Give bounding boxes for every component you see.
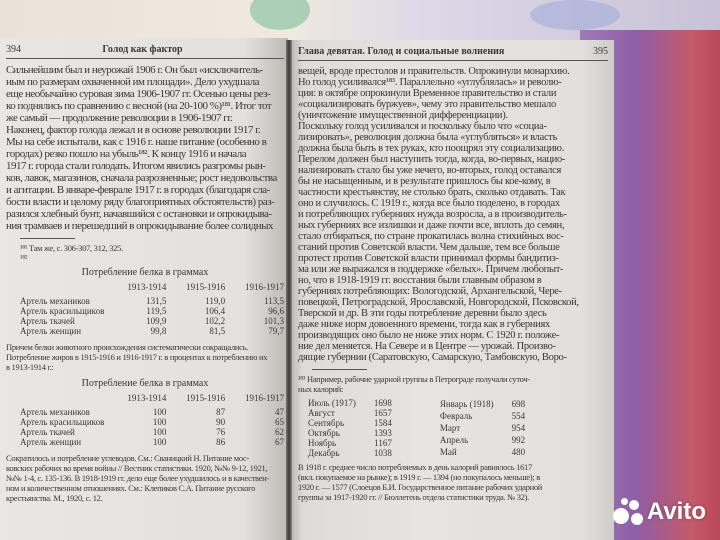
text-line: ковских рабочих во время войны // Вестник статистики. 1920, №№ 9-12, 1921, bbox=[6, 463, 268, 473]
text-line: Поскольку голод усиливался и поскольку было что «социа- bbox=[298, 121, 547, 132]
text-line: бы не насыщенным, и в результате пришлось бы кое-кому, в bbox=[298, 176, 551, 187]
text-line: Сократилось и потребление углеводов. См.: Сваницкий Н. Питание мос- bbox=[6, 453, 250, 463]
row-label: Артель ткачей bbox=[20, 427, 75, 437]
text-line: ков, лавок, магазинов, сначала разрозненные; рост недовольства bbox=[6, 172, 277, 184]
book-gutter bbox=[286, 40, 292, 540]
text-line: ных губерниях все излишки и даже почти все, вплоть до семян, bbox=[298, 220, 565, 231]
running-head: Голод как фактор bbox=[102, 44, 183, 55]
text-line: ние дел меняется. На Севере и в Центре — урожай. Произво- bbox=[298, 341, 556, 352]
right-header bbox=[298, 46, 608, 61]
avito-watermark bbox=[613, 498, 706, 526]
text-line: же самый — продолжение революции в 1906-1907 гг. bbox=[6, 112, 233, 124]
left-header bbox=[6, 44, 284, 59]
text-line: 1920 г. — 1577 (Слоецов Б.И. Государственное питание рабочих ударной bbox=[298, 482, 543, 492]
calorie-value: 698 bbox=[511, 399, 526, 409]
text-line: «социализировать буржуев», чему это правительство мешало bbox=[298, 99, 556, 110]
cell: 100 bbox=[152, 407, 167, 417]
text-line: разился хлебный бунт, начавшийся с остановки и опрокидыва- bbox=[6, 208, 272, 220]
table-row bbox=[6, 437, 284, 447]
cell: 99,8 bbox=[150, 326, 167, 336]
calorie-row bbox=[440, 434, 543, 446]
calorie-row bbox=[440, 446, 543, 458]
text-line: станий против Советской власти. Чем дальше, тем все больше bbox=[298, 242, 560, 253]
cell: 119,0 bbox=[205, 296, 226, 306]
column-header: 1913-1914 bbox=[127, 393, 167, 403]
table2-title: Потребление белка в граммах bbox=[81, 378, 209, 389]
text-line: ма или же выражался в поддержке «белых». Причем любопыт- bbox=[298, 264, 564, 275]
cell: 90 bbox=[216, 417, 226, 427]
text-line: Мы на себе испытали, как с 1916 г. наше питание (особенно в bbox=[6, 136, 267, 148]
text-line: протест против Советской власти принимал формы бандитиз- bbox=[298, 253, 559, 264]
text-line: Потребление жиров в 1915-1916 и 1916-1917 г. в процентах к потреблению их bbox=[6, 352, 268, 362]
table-row bbox=[6, 306, 284, 316]
row-label: Артель женщин bbox=[20, 326, 82, 336]
text-line: (вкл. покупаемое на рынке); в 1919 г. — 1394 (но покупалось меньше); в bbox=[298, 472, 540, 482]
text-line: ных калорий: bbox=[298, 384, 344, 394]
table-row bbox=[6, 407, 284, 417]
calorie-value: 1393 bbox=[373, 428, 392, 438]
calorie-month: Июль (1917) bbox=[308, 398, 356, 408]
left-page-content bbox=[6, 44, 284, 503]
table1 bbox=[6, 282, 284, 336]
cell: 65 bbox=[275, 417, 284, 427]
text-line: в 1913-1914 г.: bbox=[6, 362, 54, 372]
calories-tables bbox=[308, 398, 608, 458]
cell: 119,5 bbox=[146, 306, 167, 316]
row-label: Артель механиков bbox=[20, 296, 90, 306]
text-line: городах) резко пошло на убыль¹⁸². К концу 1916 и начала bbox=[6, 148, 247, 160]
text-line: Наконец, фактор голода лежал и в основе революции 1917 г. bbox=[6, 124, 261, 136]
calorie-month: Август bbox=[308, 408, 335, 418]
text-line: нализировать стало бы уже нечего, во-вторых, голод оставался bbox=[298, 165, 561, 176]
calorie-value: 1698 bbox=[373, 398, 392, 408]
calorie-row bbox=[308, 418, 410, 428]
text-line: Но голод усиливался¹⁸³. Параллельно «углублялась» и револю- bbox=[298, 77, 562, 88]
footnote-182-mark: ¹⁸² bbox=[20, 253, 28, 263]
calorie-value: 1584 bbox=[373, 418, 392, 428]
running-head: Глава девятая. Голод и социальные волнения bbox=[298, 46, 505, 57]
calorie-value: 480 bbox=[511, 447, 526, 457]
text-line: Сильнейшим был и неурожай 1906 г. Он был «исключитель- bbox=[6, 64, 263, 76]
calorie-row bbox=[308, 398, 410, 408]
cell: 100 bbox=[152, 427, 167, 437]
footnote-183-end bbox=[298, 462, 608, 502]
header-blank bbox=[6, 282, 108, 296]
calorie-row bbox=[308, 438, 410, 448]
table-header bbox=[6, 282, 284, 296]
calorie-month: Декабрь bbox=[308, 448, 340, 458]
cell: 109,9 bbox=[146, 316, 167, 326]
row-label: Артель красильщиков bbox=[20, 417, 105, 427]
calorie-month: Февраль bbox=[439, 411, 473, 421]
calorie-row bbox=[308, 408, 410, 418]
cell: 87 bbox=[216, 407, 226, 417]
page-number: 395 bbox=[593, 46, 608, 57]
cell: 76 bbox=[216, 427, 226, 437]
cell: 102,2 bbox=[204, 316, 226, 326]
header-blank bbox=[6, 393, 108, 407]
text-line: ном и количественном отношениях. См.: Клепиков С.А. Питание русского bbox=[6, 483, 256, 493]
text-line: бости власти и целому ряду благоприятных обстоятельств) раз- bbox=[6, 196, 275, 208]
decor-flower bbox=[530, 0, 620, 30]
calorie-month: Ноябрь bbox=[308, 438, 337, 448]
cell: 67 bbox=[275, 437, 284, 447]
text-line: ко поднялись по сравнению с весной (на 20-100 %)¹⁸¹. Итог тот bbox=[6, 100, 272, 112]
page-number: 394 bbox=[6, 44, 21, 55]
text-line: группы за 1917-1920 гг. // Бюллетень отдела статистики труда. № 32). bbox=[298, 492, 529, 502]
cell: 101,3 bbox=[263, 316, 284, 326]
footnote-rule bbox=[312, 369, 367, 370]
text-line: №№ 1-4, с. 135-136. В 1918-1919 гг. дело еще более ухудшилось и в качествен- bbox=[6, 473, 269, 483]
text-line: но, что в 1918-1919 гг. восстания были главным образом в bbox=[298, 275, 542, 286]
calorie-row bbox=[308, 448, 410, 458]
avito-logo-icon bbox=[613, 498, 643, 526]
column-header: 1916-1917 bbox=[245, 282, 284, 292]
text-line: ным по размерам охваченной им площади». Дело ухудшала bbox=[6, 76, 260, 88]
text-line: частности крестьянству, не столько брать, сколько отдавать. Так bbox=[298, 187, 566, 198]
cell: 47 bbox=[275, 407, 284, 417]
cell: 96,6 bbox=[268, 306, 284, 316]
cell: 100 bbox=[152, 417, 167, 427]
table-row bbox=[6, 296, 284, 306]
calorie-month: Апрель bbox=[439, 435, 469, 445]
text-line: ция: в октябре опрокинули Временное правительство и стали bbox=[298, 88, 557, 99]
cell: 113,5 bbox=[264, 296, 284, 306]
calorie-month: Сентябрь bbox=[308, 418, 345, 428]
footnote-rule bbox=[20, 238, 75, 239]
text-line: стало отбираться, по стране прокатилась волна стихийных вос- bbox=[298, 231, 564, 242]
column-header: 1915-1916 bbox=[186, 393, 226, 403]
text-line: (уничтожение имущественной дифференциации). bbox=[298, 110, 508, 121]
calorie-month: Январь (1918) bbox=[439, 399, 494, 409]
text-line: ¹⁸³ Например, рабочие ударной группы в Петрограде получали суточ- bbox=[298, 374, 530, 384]
text-line: губерниях потребляющих: Вологодской, Архангельской, Чере- bbox=[298, 286, 562, 297]
calories-1918-table bbox=[440, 398, 543, 458]
column-header: 1916-1917 bbox=[245, 393, 284, 403]
column-header: 1913-1914 bbox=[127, 282, 167, 292]
calorie-value: 954 bbox=[511, 423, 526, 433]
right-page-content bbox=[298, 46, 608, 502]
table-row bbox=[6, 326, 284, 336]
row-label: Артель женщин bbox=[20, 437, 82, 447]
cell: 131,5 bbox=[146, 296, 167, 306]
table1-title: Потребление белка в граммах bbox=[81, 267, 209, 278]
text-line: еще необычайно суровая зима 1906-1907 гг. Осенью цены рез- bbox=[6, 88, 271, 100]
text-line: ния трамваев и перешедший в опрокидывание более солидных bbox=[6, 220, 274, 232]
text-line: оно и случилось. С 1919 г., когда все было поделено, в городах bbox=[298, 198, 560, 209]
cell: 62 bbox=[275, 427, 284, 437]
text-line: Причем белки животного происхождения систематически сокращались. bbox=[6, 342, 249, 352]
calorie-value: 1657 bbox=[373, 408, 392, 418]
text-line: даже ниже норм довоенного времени, тогда как в губерниях bbox=[298, 319, 550, 330]
calorie-month: Май bbox=[439, 447, 457, 457]
table-header bbox=[6, 393, 284, 407]
calorie-value: 554 bbox=[511, 411, 526, 421]
cell: 81,5 bbox=[209, 326, 226, 336]
text-line: и агитации. В январе-феврале 1917 г. в городах (благодаря сла- bbox=[6, 184, 270, 196]
table2 bbox=[6, 393, 284, 447]
column-header: 1915-1916 bbox=[186, 282, 226, 292]
calorie-month: Март bbox=[439, 423, 461, 433]
calorie-row bbox=[440, 398, 543, 410]
table-row bbox=[6, 417, 284, 427]
calorie-row bbox=[308, 428, 410, 438]
text-line: дящие губернии (Саратовскую, Самарскую, Тамбовскую, Воро- bbox=[298, 352, 567, 363]
left-paragraph bbox=[6, 64, 284, 232]
text-line: вещей, вроде престолов и правительств. Опрокинули монархию. bbox=[298, 66, 570, 77]
footnote-183-intro bbox=[298, 374, 608, 394]
text-line: крестьянства. М., 1920, с. 12. bbox=[6, 493, 103, 503]
row-label: Артель ткачей bbox=[20, 316, 75, 326]
text-line: повецкой, Петроградской, Ярославской, Новгородской, Псковской, bbox=[298, 297, 579, 308]
row-label: Артель красильщиков bbox=[20, 306, 105, 316]
avito-label: Avito bbox=[646, 498, 706, 525]
text-line: Перелом должен был наступить тогда, когда, во-первых, нацио- bbox=[298, 154, 566, 165]
closing-footnote bbox=[6, 453, 284, 503]
text-line: и потребляющих губерниях нужда возросла, а в производитель- bbox=[298, 209, 567, 220]
calorie-row bbox=[440, 410, 543, 422]
calorie-value: 1038 bbox=[373, 448, 392, 458]
text-line: лизировать», революция должна была «углубляться» и власть bbox=[298, 132, 558, 143]
cell: 100 bbox=[152, 437, 167, 447]
between-text bbox=[6, 342, 284, 372]
table-row bbox=[6, 427, 284, 437]
text-line: должна была быть в тех руках, кто поощрял эту социализацию. bbox=[298, 143, 565, 154]
calorie-month: Октябрь bbox=[308, 428, 340, 438]
row-label: Артель механиков bbox=[20, 407, 90, 417]
cell: 106,4 bbox=[204, 306, 226, 316]
table-row bbox=[6, 316, 284, 326]
right-paragraph bbox=[298, 66, 608, 363]
footnote-181: ¹⁸¹ Там же, с. 306-307, 312, 325. bbox=[20, 243, 123, 253]
text-line: В 1918 г. среднее число потребляемых в день калорий равнялось 1617 bbox=[298, 462, 532, 472]
calories-1917-table bbox=[308, 398, 410, 458]
text-line: производящих оно было не ниже этих норм. С 1920 г. положе- bbox=[298, 330, 560, 341]
text-line: 1917 г. города стали голодать. Итогом явились разгромы рын- bbox=[6, 160, 266, 172]
calorie-value: 1167 bbox=[374, 438, 392, 448]
cell: 79,7 bbox=[268, 326, 284, 336]
cell: 86 bbox=[216, 437, 226, 447]
calorie-row bbox=[440, 422, 543, 434]
text-line: Тверской и др. В эти годы потребление деревни было здесь bbox=[298, 308, 547, 319]
calorie-value: 992 bbox=[511, 435, 526, 445]
